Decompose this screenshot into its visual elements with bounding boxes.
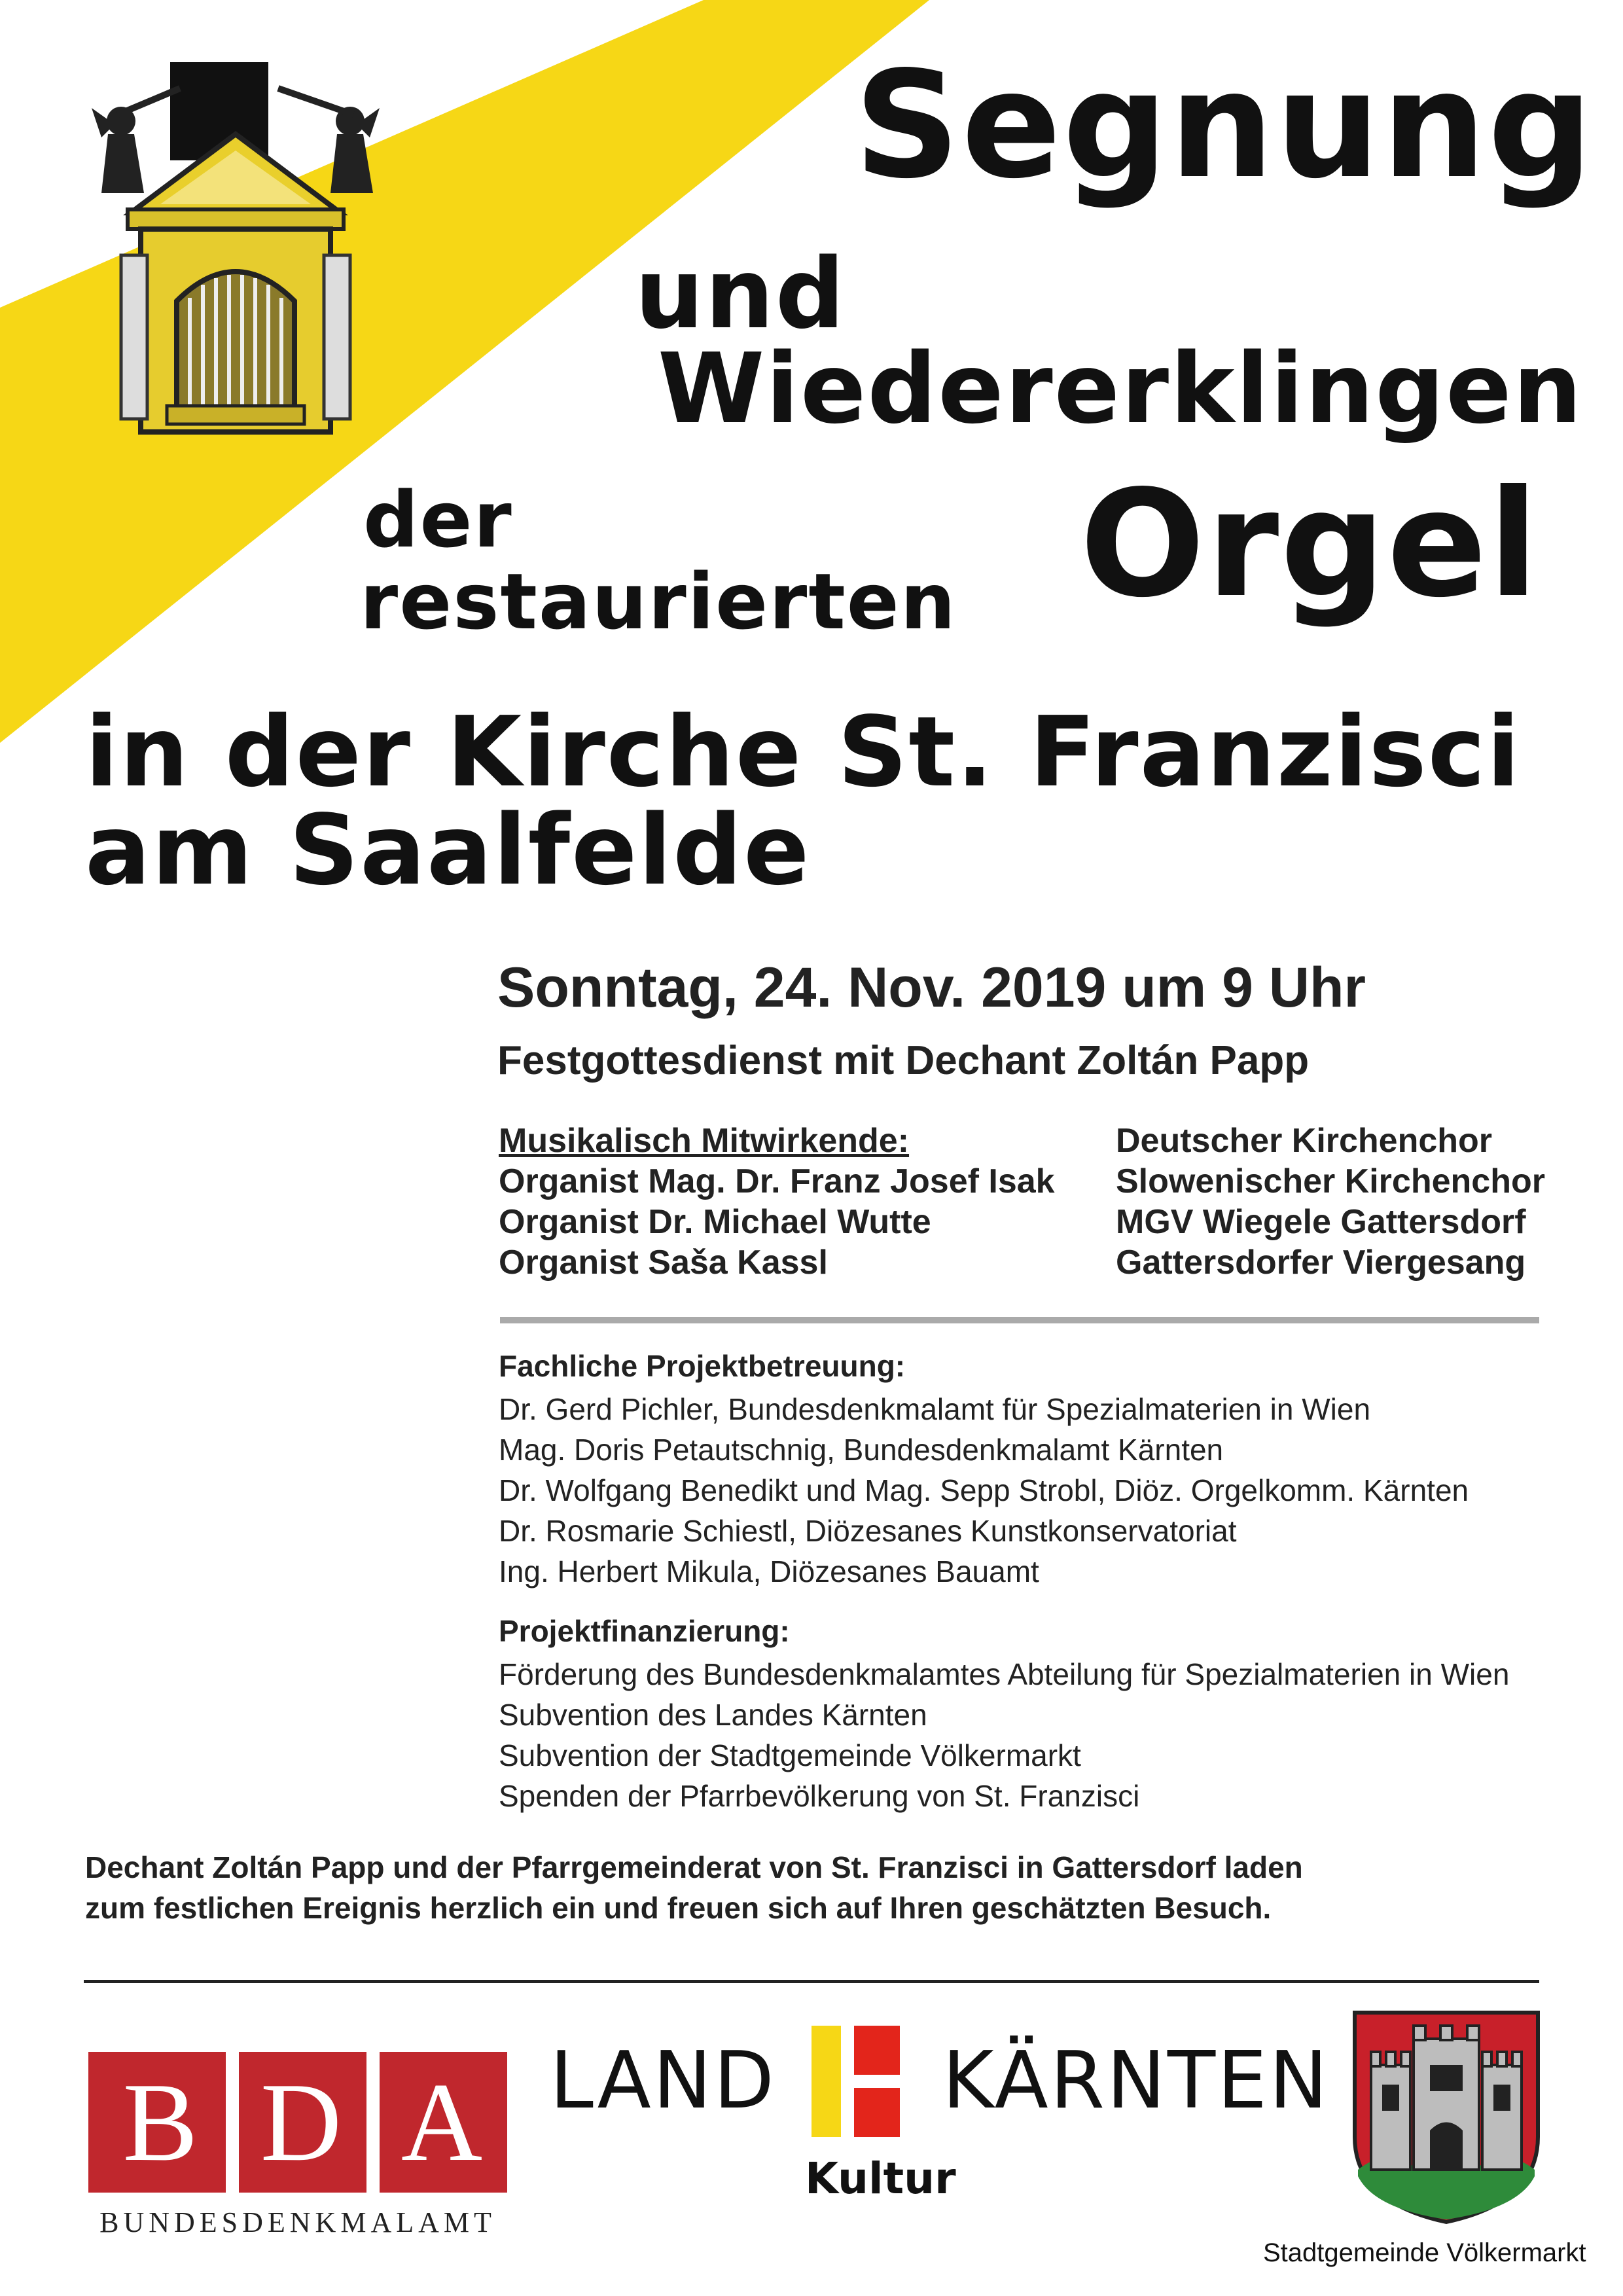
musicians-left-column xyxy=(499,1121,1055,1283)
voelkermarkt-crest-icon xyxy=(1348,2006,1544,2229)
bda-logo xyxy=(88,2052,507,2193)
project-support-heading: Fachliche Projektbetreuung: xyxy=(499,1349,906,1383)
financing-section xyxy=(499,1613,1509,1816)
bda-letter: A xyxy=(401,2060,483,2185)
financing-line: Spenden der Pfarrbevölkerung von St. Franzisci xyxy=(499,1779,1140,1813)
event-date-time: Sonntag, 24. Nov. 2019 um 9 Uhr xyxy=(497,956,1366,1019)
section-divider xyxy=(500,1317,1539,1323)
musician-item: Organist Dr. Michael Wutte xyxy=(499,1203,931,1241)
title-segnung: Segnung xyxy=(854,40,1595,211)
musician-item: Organist Saša Kassl xyxy=(499,1244,828,1282)
title-orgel: Orgel xyxy=(1080,459,1541,630)
project-support-line: Dr. Rosmarie Schiestl, Diözesanes Kunstkonservatoriat xyxy=(499,1514,1237,1548)
stadt-label: Stadtgemeinde Völkermarkt xyxy=(1263,2238,1586,2267)
bda-letter: D xyxy=(260,2060,342,2185)
kaernten-word: KÄRNTEN xyxy=(942,2036,1330,2126)
bda-letter: B xyxy=(122,2060,198,2185)
project-support-section xyxy=(499,1348,1469,1592)
choir-item: Deutscher Kirchenchor xyxy=(1116,1122,1493,1160)
invitation-line: Dechant Zoltán Papp und der Pfarrgemeinderat von St. Franzisci in Gattersdorf laden xyxy=(85,1850,1303,1884)
financing-heading: Projektfinanzierung: xyxy=(499,1614,790,1648)
project-support-line: Mag. Doris Petautschnig, Bundesdenkmalamt Kärnten xyxy=(499,1433,1224,1467)
event-service: Festgottesdienst mit Dechant Zoltán Papp xyxy=(497,1038,1310,1083)
project-support-line: Dr. Wolfgang Benedikt und Mag. Sepp Strobl, Diöz. Orgelkomm. Kärnten xyxy=(499,1473,1469,1507)
musicians-right-column xyxy=(1116,1121,1545,1283)
choir-item: MGV Wiegele Gattersdorf xyxy=(1116,1203,1526,1241)
bda-subtitle: BUNDESDENKMALAMT xyxy=(99,2206,496,2238)
financing-line: Subvention der Stadtgemeinde Völkermarkt xyxy=(499,1738,1081,1772)
invitation-line: zum festlichen Ereignis herzlich ein und freuen sich auf Ihren geschätzten Besuch. xyxy=(85,1891,1272,1925)
choir-item: Slowenischer Kirchenchor xyxy=(1116,1162,1545,1200)
project-support-line: Ing. Herbert Mikula, Diözesanes Bauamt xyxy=(499,1554,1039,1588)
financing-line: Subvention des Landes Kärnten xyxy=(499,1698,927,1732)
kultur-label: Kultur xyxy=(805,2153,956,2204)
title-und: und xyxy=(635,238,846,350)
project-support-line: Dr. Gerd Pichler, Bundesdenkmalamt für Spezialmaterien in Wien xyxy=(499,1392,1371,1426)
organ-illustration-icon xyxy=(82,52,409,445)
title-saalfelde: am Saalfelde xyxy=(85,794,811,906)
choir-item: Gattersdorfer Viergesang xyxy=(1116,1244,1526,1282)
title-wiedererklingen: Wiedererklingen xyxy=(658,332,1583,445)
title-restaurierten: restaurierten xyxy=(360,556,957,647)
kaernten-flag-icon xyxy=(808,2022,906,2140)
invitation-text xyxy=(85,1847,1303,1928)
financing-line: Förderung des Bundesdenkmalamtes Abteilung für Spezialmaterien in Wien xyxy=(499,1657,1510,1691)
title-kirche: in der Kirche St. Franzisci xyxy=(85,696,1522,808)
land-word: LAND xyxy=(550,2036,776,2126)
musician-item: Organist Mag. Dr. Franz Josef Isak xyxy=(499,1162,1055,1200)
title-der: der xyxy=(363,475,513,565)
footer-divider xyxy=(84,1980,1539,1983)
musicians-heading: Musikalisch Mitwirkende: xyxy=(499,1122,910,1160)
